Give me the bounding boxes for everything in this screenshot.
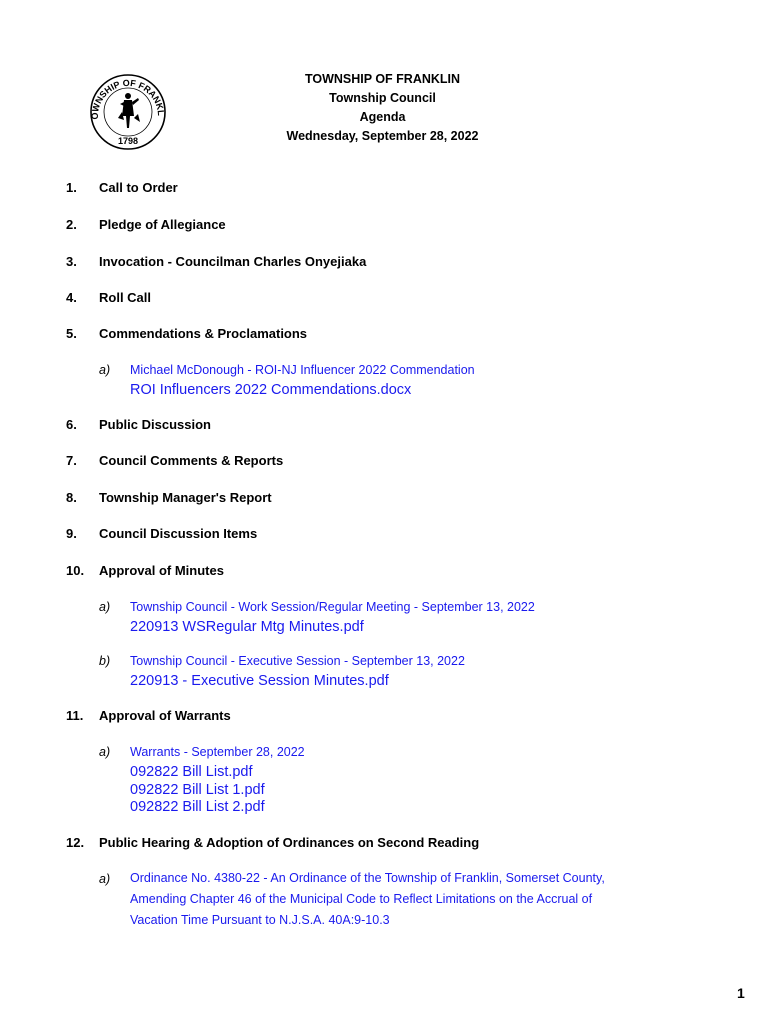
item-number: 1. xyxy=(66,180,77,195)
item-number: 6. xyxy=(66,417,77,432)
item-label: Council Discussion Items xyxy=(99,526,258,541)
item-number: 11. xyxy=(66,708,84,723)
item-number: 3. xyxy=(66,254,77,269)
item-label: Public Hearing & Adoption of Ordinances on Second Reading xyxy=(99,835,480,850)
item-label: Township Manager's Report xyxy=(99,490,272,505)
item-label: Commendations & Proclamations xyxy=(99,326,308,341)
item-label: Call to Order xyxy=(99,180,178,195)
item-label: Roll Call xyxy=(99,290,152,305)
subitem-letter: a) xyxy=(99,872,111,886)
attachment-link[interactable]: ROI Influencers 2022 Commendations.docx xyxy=(130,382,412,398)
item-label: Pledge of Allegiance xyxy=(99,217,226,232)
page-number: 1 xyxy=(737,985,745,1001)
item-label: Invocation - Councilman Charles Onyejiaka xyxy=(99,254,367,269)
item-number: 4. xyxy=(66,290,77,305)
ordinance-link[interactable] xyxy=(130,868,690,931)
subitem-link[interactable]: Warrants - September 28, 2022 xyxy=(130,745,305,759)
item-number: 10. xyxy=(66,563,85,578)
item-number: 12. xyxy=(66,835,85,850)
seal-year: 1798 xyxy=(117,136,139,146)
item-label: Approval of Minutes xyxy=(99,563,224,578)
header-doc-type: Agenda xyxy=(359,110,406,124)
item-label: Public Discussion xyxy=(99,417,211,432)
subitem-letter: a) xyxy=(99,600,111,614)
ordinance-line[interactable]: Amending Chapter 46 of the Municipal Code to Reflect Limitations on the Accrual of xyxy=(130,892,593,906)
header-org: TOWNSHIP OF FRANKLIN xyxy=(304,72,461,86)
attachment-link[interactable]: 220913 - Executive Session Minutes.pdf xyxy=(130,673,389,689)
subitem-link[interactable]: Michael McDonough - ROI-NJ Influencer 2022 Commendation xyxy=(130,363,475,377)
item-number: 8. xyxy=(66,490,77,505)
item-label: Approval of Warrants xyxy=(99,708,231,723)
agenda-header xyxy=(230,70,535,146)
subitem-link[interactable]: Township Council - Executive Session - September 13, 2022 xyxy=(130,654,465,668)
ordinance-line[interactable]: Ordinance No. 4380-22 - An Ordinance of the Township of Franklin, Somerset County, xyxy=(130,871,605,885)
subitem-letter: a) xyxy=(99,363,111,377)
attachment-link[interactable]: 220913 WSRegular Mtg Minutes.pdf xyxy=(130,619,364,635)
attachment-link[interactable]: 092822 Bill List 2.pdf xyxy=(130,799,265,815)
item-label: Council Comments & Reports xyxy=(99,453,284,468)
subitem-letter: b) xyxy=(99,654,111,668)
header-date: Wednesday, September 28, 2022 xyxy=(286,129,479,143)
subitem-link[interactable]: Township Council - Work Session/Regular Meeting - September 13, 2022 xyxy=(130,600,535,614)
item-number: 5. xyxy=(66,326,77,341)
subitem-letter: a) xyxy=(99,745,111,759)
item-number: 9. xyxy=(66,526,77,541)
ordinance-line[interactable]: Vacation Time Pursuant to N.J.S.A. 40A:9-10.3 xyxy=(130,913,390,927)
attachment-link[interactable]: 092822 Bill List.pdf xyxy=(130,764,253,780)
attachment-link[interactable]: 092822 Bill List 1.pdf xyxy=(130,782,265,798)
seal-top-text: OWNSHIP OF FRANKL xyxy=(89,77,167,120)
item-number: 2. xyxy=(66,217,77,232)
township-seal xyxy=(84,72,172,152)
item-number: 7. xyxy=(66,453,77,468)
header-body: Township Council xyxy=(329,91,436,105)
